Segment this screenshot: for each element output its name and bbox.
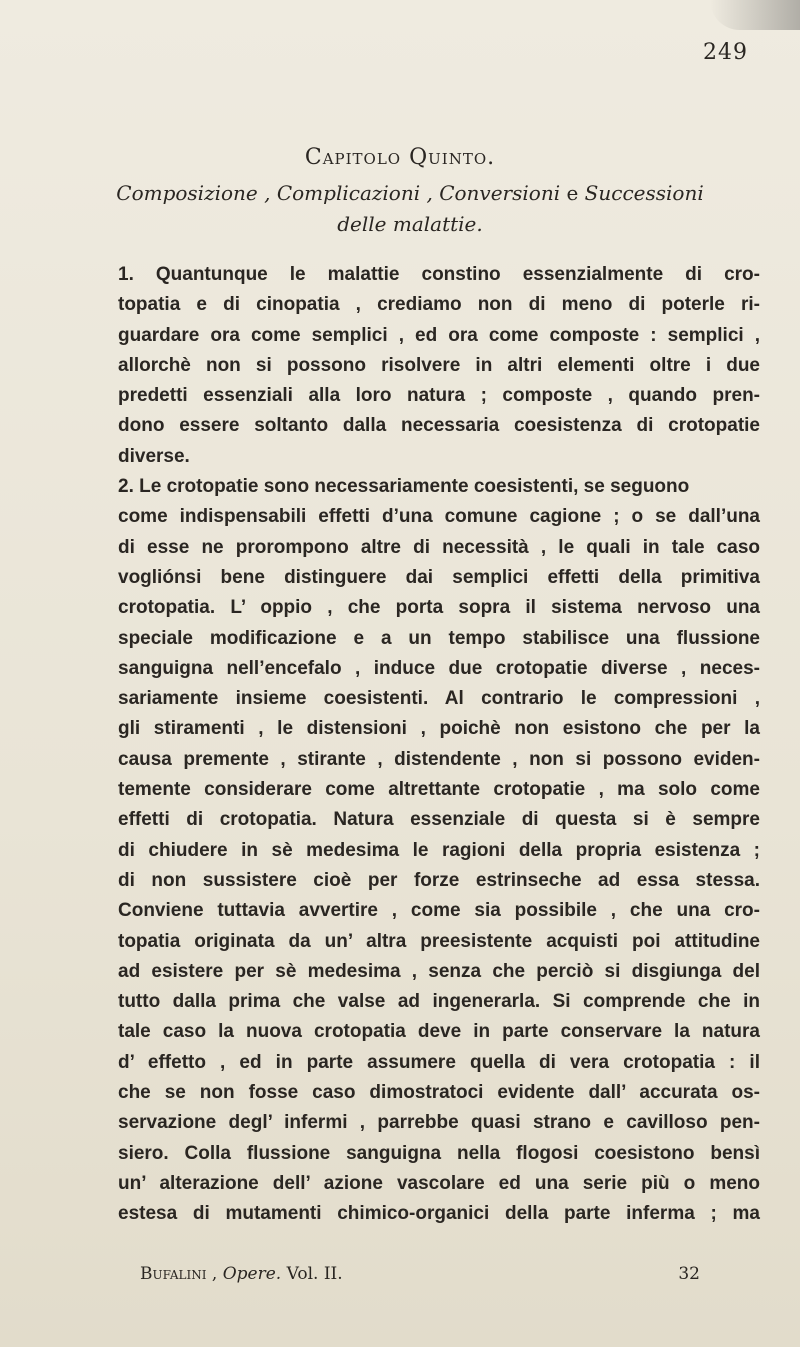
text-line: di chiudere in sè medesima le ragioni della propria esistenza ; [118, 839, 760, 861]
text-line: causa premente , stirante , distendente , non si possono eviden- [118, 748, 760, 770]
text-line: topatia originata da un’ altra preesistente acquisti poi attitudine [118, 930, 760, 952]
text-line: ad esistere per sè medesima , senza che perciò si disgiunga del [118, 960, 760, 982]
text-line: d’ effetto , ed in parte assumere quella di vera crotopatia : il [118, 1051, 760, 1073]
text-line: diverse. [118, 445, 190, 467]
subtitle-line-2: delle malattie. [337, 212, 483, 236]
page-footer [140, 1264, 700, 1284]
text-line: sanguigna nell’encefalo , induce due crotopatie diverse , neces- [118, 657, 760, 679]
text-line: gli stiramenti , le distensioni , poichè non esistono che per la [118, 718, 760, 740]
ink-smudge [710, 0, 800, 30]
text-line: un’ alterazione dell’ azione vascolare ed una serie più o meno [118, 1172, 760, 1194]
body-text [118, 260, 760, 1230]
text-line: temente considerare come altrettante crotopatie , ma solo come [118, 779, 760, 801]
subtitle-line-1: Composizione , Complicazioni , Conversioni e Successioni [116, 181, 704, 205]
text-line: topatia e di cinopatia , crediamo non di meno di poterle ri- [118, 294, 760, 316]
text-line: Conviene tuttavia avvertire , come sia possibile , che una cro- [118, 900, 760, 922]
text-line: speciale modificazione e a un tempo stabilisce una flussione [118, 627, 760, 649]
text-line: tale caso la nuova crotopatia deve in parte conservare la natura [118, 1021, 760, 1043]
text-line: come indispensabili effetti d’una comune cagione ; o se dall’una [118, 506, 760, 528]
page-number: 249 [703, 40, 748, 65]
text-line: sariamente insieme coesistenti. Al contrario le compressioni , [118, 688, 760, 710]
text-line: vogliónsi bene distinguere dai semplici effetti della primitiva [118, 566, 760, 588]
text-line: tutto dalla prima che valse ad ingenerarla. Si comprende che in [118, 991, 760, 1013]
text-line: servazione degl’ infermi , parrebbe quasi strano e cavilloso pen- [118, 1112, 760, 1134]
text-line: effetti di crotopatia. Natura essenziale di questa si è sempre [118, 809, 760, 831]
signature-mark: 32 [678, 1264, 700, 1284]
footer-author: Bufalini [140, 1264, 207, 1284]
text-line: guardare ora come semplici , ed ora come composte : semplici , [118, 324, 760, 346]
text-line: dono essere soltanto dalla necessaria coesistenza di crotopatie [118, 415, 760, 437]
text-line: 1. Quantunque le malattie constino essenzialmente di cro- [118, 264, 760, 285]
text-line: di esse ne prorompono altre di necessità , le quali in tale caso [118, 536, 760, 558]
chapter-title: Capitolo Quinto. [304, 145, 496, 170]
text-line: 2. Le crotopatie sono necessariamente coesistenti, se seguono [118, 476, 690, 498]
footer-volume: , Opere. Vol. II. [206, 1264, 343, 1284]
chapter-subtitle [60, 178, 760, 240]
text-line: predetti essenziali alla loro natura ; composte , quando pren- [118, 385, 760, 407]
text-line: che se non fosse caso dimostratoci evidente dall’ accurata os- [118, 1082, 760, 1104]
text-line: estesa di mutamenti chimico-organici della parte inferma ; ma [118, 1203, 760, 1225]
text-line: crotopatia. L’ oppio , che porta sopra il sistema nervoso una [118, 597, 760, 619]
text-line: siero. Colla flussione sanguigna nella flogosi coesistono bensì [118, 1142, 760, 1164]
text-line: allorchè non si possono risolvere in altri elementi oltre i due [118, 354, 760, 376]
text-line: di non sussistere cioè per forze estrinseche ad essa stessa. [118, 869, 760, 891]
